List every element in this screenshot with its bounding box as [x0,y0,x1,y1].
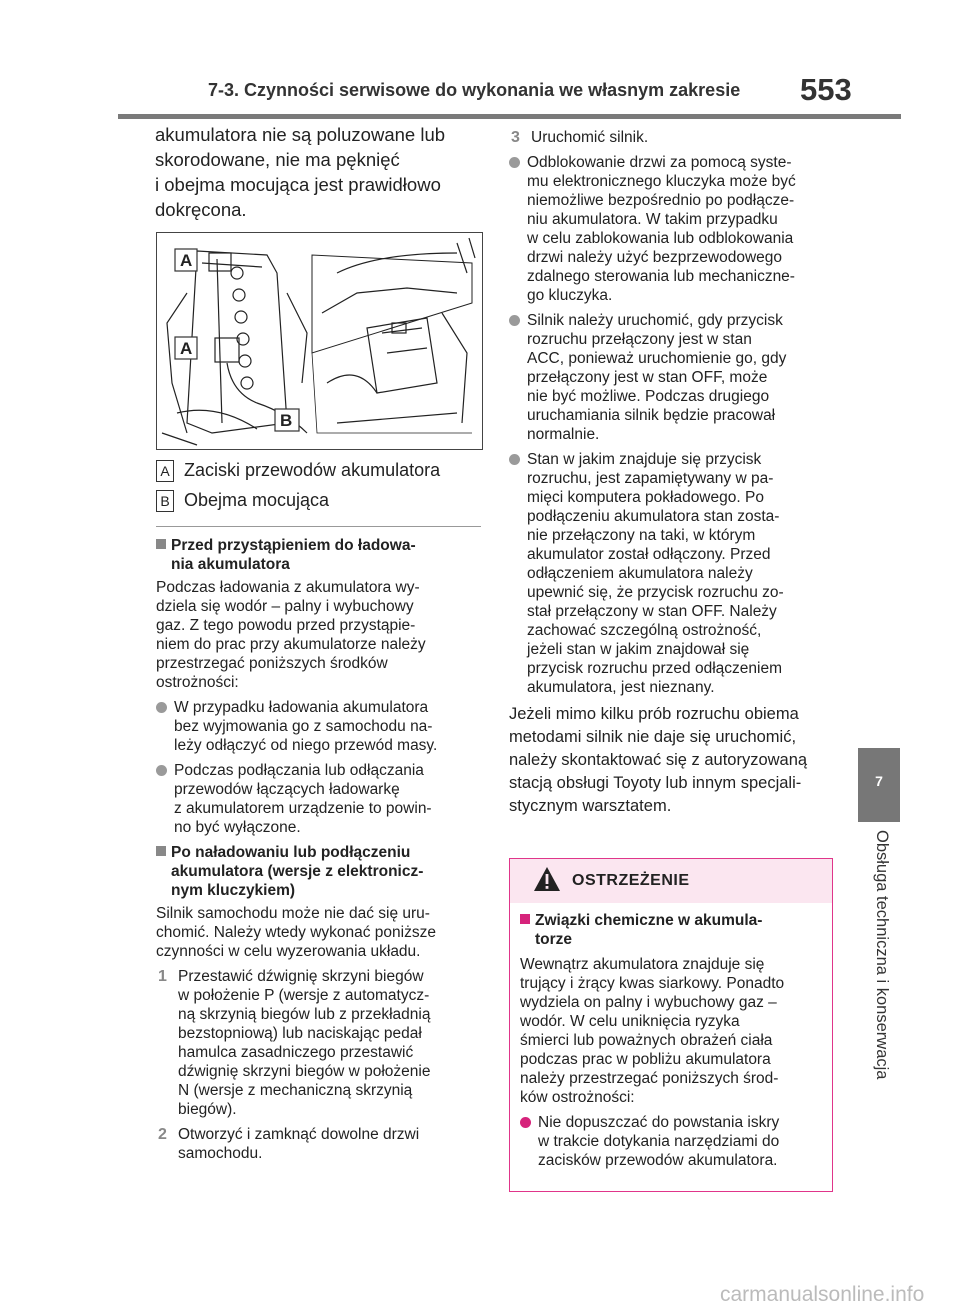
warning-box [509,858,833,1192]
legend-text: Zaciski przewodów akumulatora [184,460,441,480]
step-item: 3 Uruchomić silnik. [511,129,649,146]
legend-key: A [156,460,174,482]
callout-a-top: A [180,251,193,270]
intro-line: skorodowane, nie ma pęknięć [155,149,400,170]
warning-triangle-icon [532,865,562,893]
intro-line: i obejma mocująca jest prawidłowo [155,174,441,195]
list-item: Stan w jakim znajduje się przycisk rozruchu, jest zapamiętywany w pa- mięci komputera pokładowego. Po podłączeniu akumulatora stan zosta- nie przełączony na taki, w którym akumulator został odłączony. Przed odłączeniem akumulatora należy upewnić się, że przycisk rozruchu zo- stał przełączony w stan OFF. Należy zachować szczególną ostrożność, jeżeli stan w jakim znajdował się przycisk rozruchu przed odłączeniem akumulatora, jest nieznany. [509,450,839,697]
legend-text: Obejma mocująca [184,490,330,510]
engine-bay-illustration [156,232,483,450]
step-number: 2 [158,1126,167,1143]
intro-line: akumulatora nie są poluzowane lub [155,124,446,145]
step-item: 2 Otworzyć i zamknąć dowolne drzwi samochodu. [158,1126,420,1162]
warning-heading: Związki chemiczne w akumula- torze [520,911,825,949]
section-body: Podczas ładowania z akumulatora wy- dziela się wodór – palny i wybuchowy gaz. Z tego powodu przed przystąpie- niem do prac przy akumulatorze należy przestrzegać poniższych środków ostrożności: [156,579,426,691]
section-marker-icon [156,846,166,856]
page-number: 553 [800,72,852,107]
engine-bay-drawing [157,233,482,449]
callout-b: B [280,411,293,430]
bullet-icon [509,315,520,326]
legend-item-b [156,488,329,512]
section-body: Silnik samochodu może nie dać się uru- chomić. Należy wtedy wykonać poniższe czynności w celu wyzerowania układu. [156,905,436,960]
section-heading: Przed przystąpieniem do ładowa- nia akumulatora [156,536,486,574]
bullet-icon [156,702,167,713]
step-number: 3 [511,129,520,146]
list-item: Odblokowanie drzwi za pomocą syste- mu elektronicznego kluczyka może być niemożliwe bezpośrednio po podłącze- niu akumulatora. W takim przypadku w celu zablokowania lub odblokowania drzwi należy użyć bezprzewodowego zdalnego sterowania lub mechaniczne- go kluczyka. [509,153,839,305]
intro-text [155,122,485,222]
callout-a-bottom: A [180,339,193,358]
chapter-tab: 7 [858,748,900,822]
chapter-tab-label: Obsługa techniczna i konserwacja [873,830,891,1080]
legend-item-a [156,458,440,482]
closing-paragraph: Jeżeli mimo kilku prób rozruchu obiema metodami silnik nie daje się uruchomić, należy skontaktować się z autoryzowaną stacją obsługi Toyoty lub innym specjali- stycznym warsztatem. [509,705,808,815]
warning-body: Wewnątrz akumulatora znajduje się trujący i żrący kwas siarkowy. Ponadto wydziela on palny i wybuchowy gaz – wodór. W celu uniknięcia ryzyka śmierci lub poważnych obrażeń ciała podczas prac w pobliżu akumulatora należy przestrzegać poniższych środ- ków ostrożności: [520,956,785,1106]
intro-line: dokręcona. [155,199,247,220]
section-marker-icon [156,539,166,549]
warning-header [510,859,832,903]
bullet-icon [520,1117,531,1128]
bullet-icon [509,454,520,465]
left-body [156,536,486,1163]
warning-title: OSTRZEŻENIE [572,872,690,889]
bullet-icon [156,765,167,776]
list-item: Podczas podłączania lub odłączania przewodów łączących ładowarkę z akumulatorem urządzenie to powin- no być wyłączone. [156,761,486,837]
list-item: W przypadku ładowania akumulatora bez wyjmowania go z samochodu na- leży odłączyć od niego przewód masy. [156,698,486,755]
warning-content [520,911,825,1170]
legend-key: B [156,490,174,512]
section-divider [156,526,481,527]
list-item: Silnik należy uruchomić, gdy przycisk rozruchu przełączony jest w stan ACC, ponieważ uruchomienie go, gdy przełączony jest w stan OFF, może nie być możliwe. Podczas drugiego uruchamiania silnik będzie pracował normalnie. [509,311,839,444]
watermark: carmanualsonline.info [720,1283,925,1306]
right-body [509,128,839,818]
bullet-icon [509,157,520,168]
header-rule [118,114,901,119]
list-item: Nie dopuszczać do powstania iskry w trakcie dotykania narzędziami do zacisków przewodów akumulatora. [520,1113,825,1170]
section-marker-icon [520,914,530,924]
step-number: 1 [158,968,167,985]
section-heading: Po naładowaniu lub podłączeniu akumulatora (wersje z elektronicz- nym kluczykiem) [156,843,486,900]
chapter-title: 7-3. Czynności serwisowe do wykonania we własnym zakresie [208,80,741,100]
step-item: 1 Przestawić dźwignię skrzyni biegów w położenie P (wersje z automatycz- ną skrzynią biegów lub z przekładnią bezstopniową) lub naciskając pedał hamulca zasadniczego przestawić dźwignię skrzyni biegów w położenie N (wersje z mechaniczną skrzynią biegów). [158,968,431,1118]
